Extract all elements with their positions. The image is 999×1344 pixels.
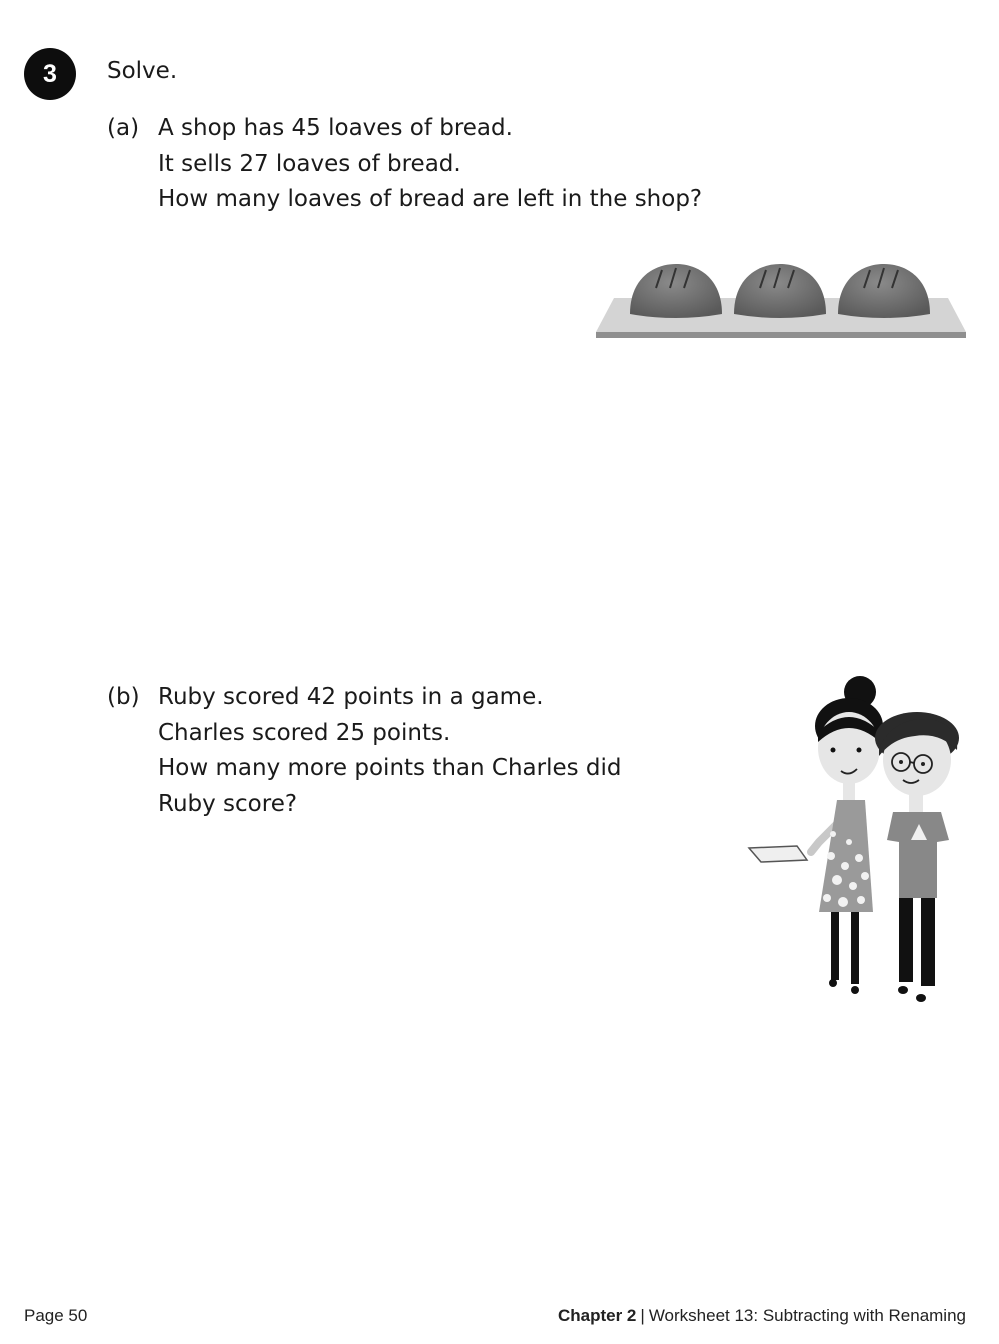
bread-loaves-illustration <box>594 258 968 346</box>
part-a-line: It sells 27 loaves of bread. <box>158 150 461 177</box>
chapter-footer <box>558 1306 966 1326</box>
part-b-line: Charles scored 25 points. <box>158 719 451 746</box>
part-b-line: Ruby score? <box>158 790 298 817</box>
loaf-1 <box>630 264 722 318</box>
part-a-text <box>158 111 702 218</box>
part-a-line: How many loaves of bread are left in the shop? <box>158 186 703 212</box>
boy-figure <box>875 712 959 1002</box>
question-instruction: Solve. <box>107 58 178 84</box>
worksheet-title: Worksheet 13: Subtracting with Renaming <box>648 1306 966 1325</box>
loaf-3 <box>838 264 930 318</box>
part-b-line: Ruby scored 42 points in a game. <box>158 684 544 710</box>
part-a-line: A shop has 45 loaves of bread. <box>158 115 513 141</box>
children-illustration <box>745 676 975 1012</box>
loaf-2 <box>734 264 826 318</box>
part-a-label: (a) <box>107 115 140 141</box>
part-b-label: (b) <box>107 684 140 710</box>
part-b-line: How many more points than Charles did <box>158 755 622 781</box>
footer-separator: | <box>640 1306 645 1325</box>
girl-figure <box>749 676 883 994</box>
page-number: Page 50 <box>24 1306 88 1325</box>
chapter-label: Chapter 2 <box>557 1306 637 1325</box>
question-number-badge: 3 <box>24 48 76 100</box>
part-b-text <box>158 680 622 822</box>
